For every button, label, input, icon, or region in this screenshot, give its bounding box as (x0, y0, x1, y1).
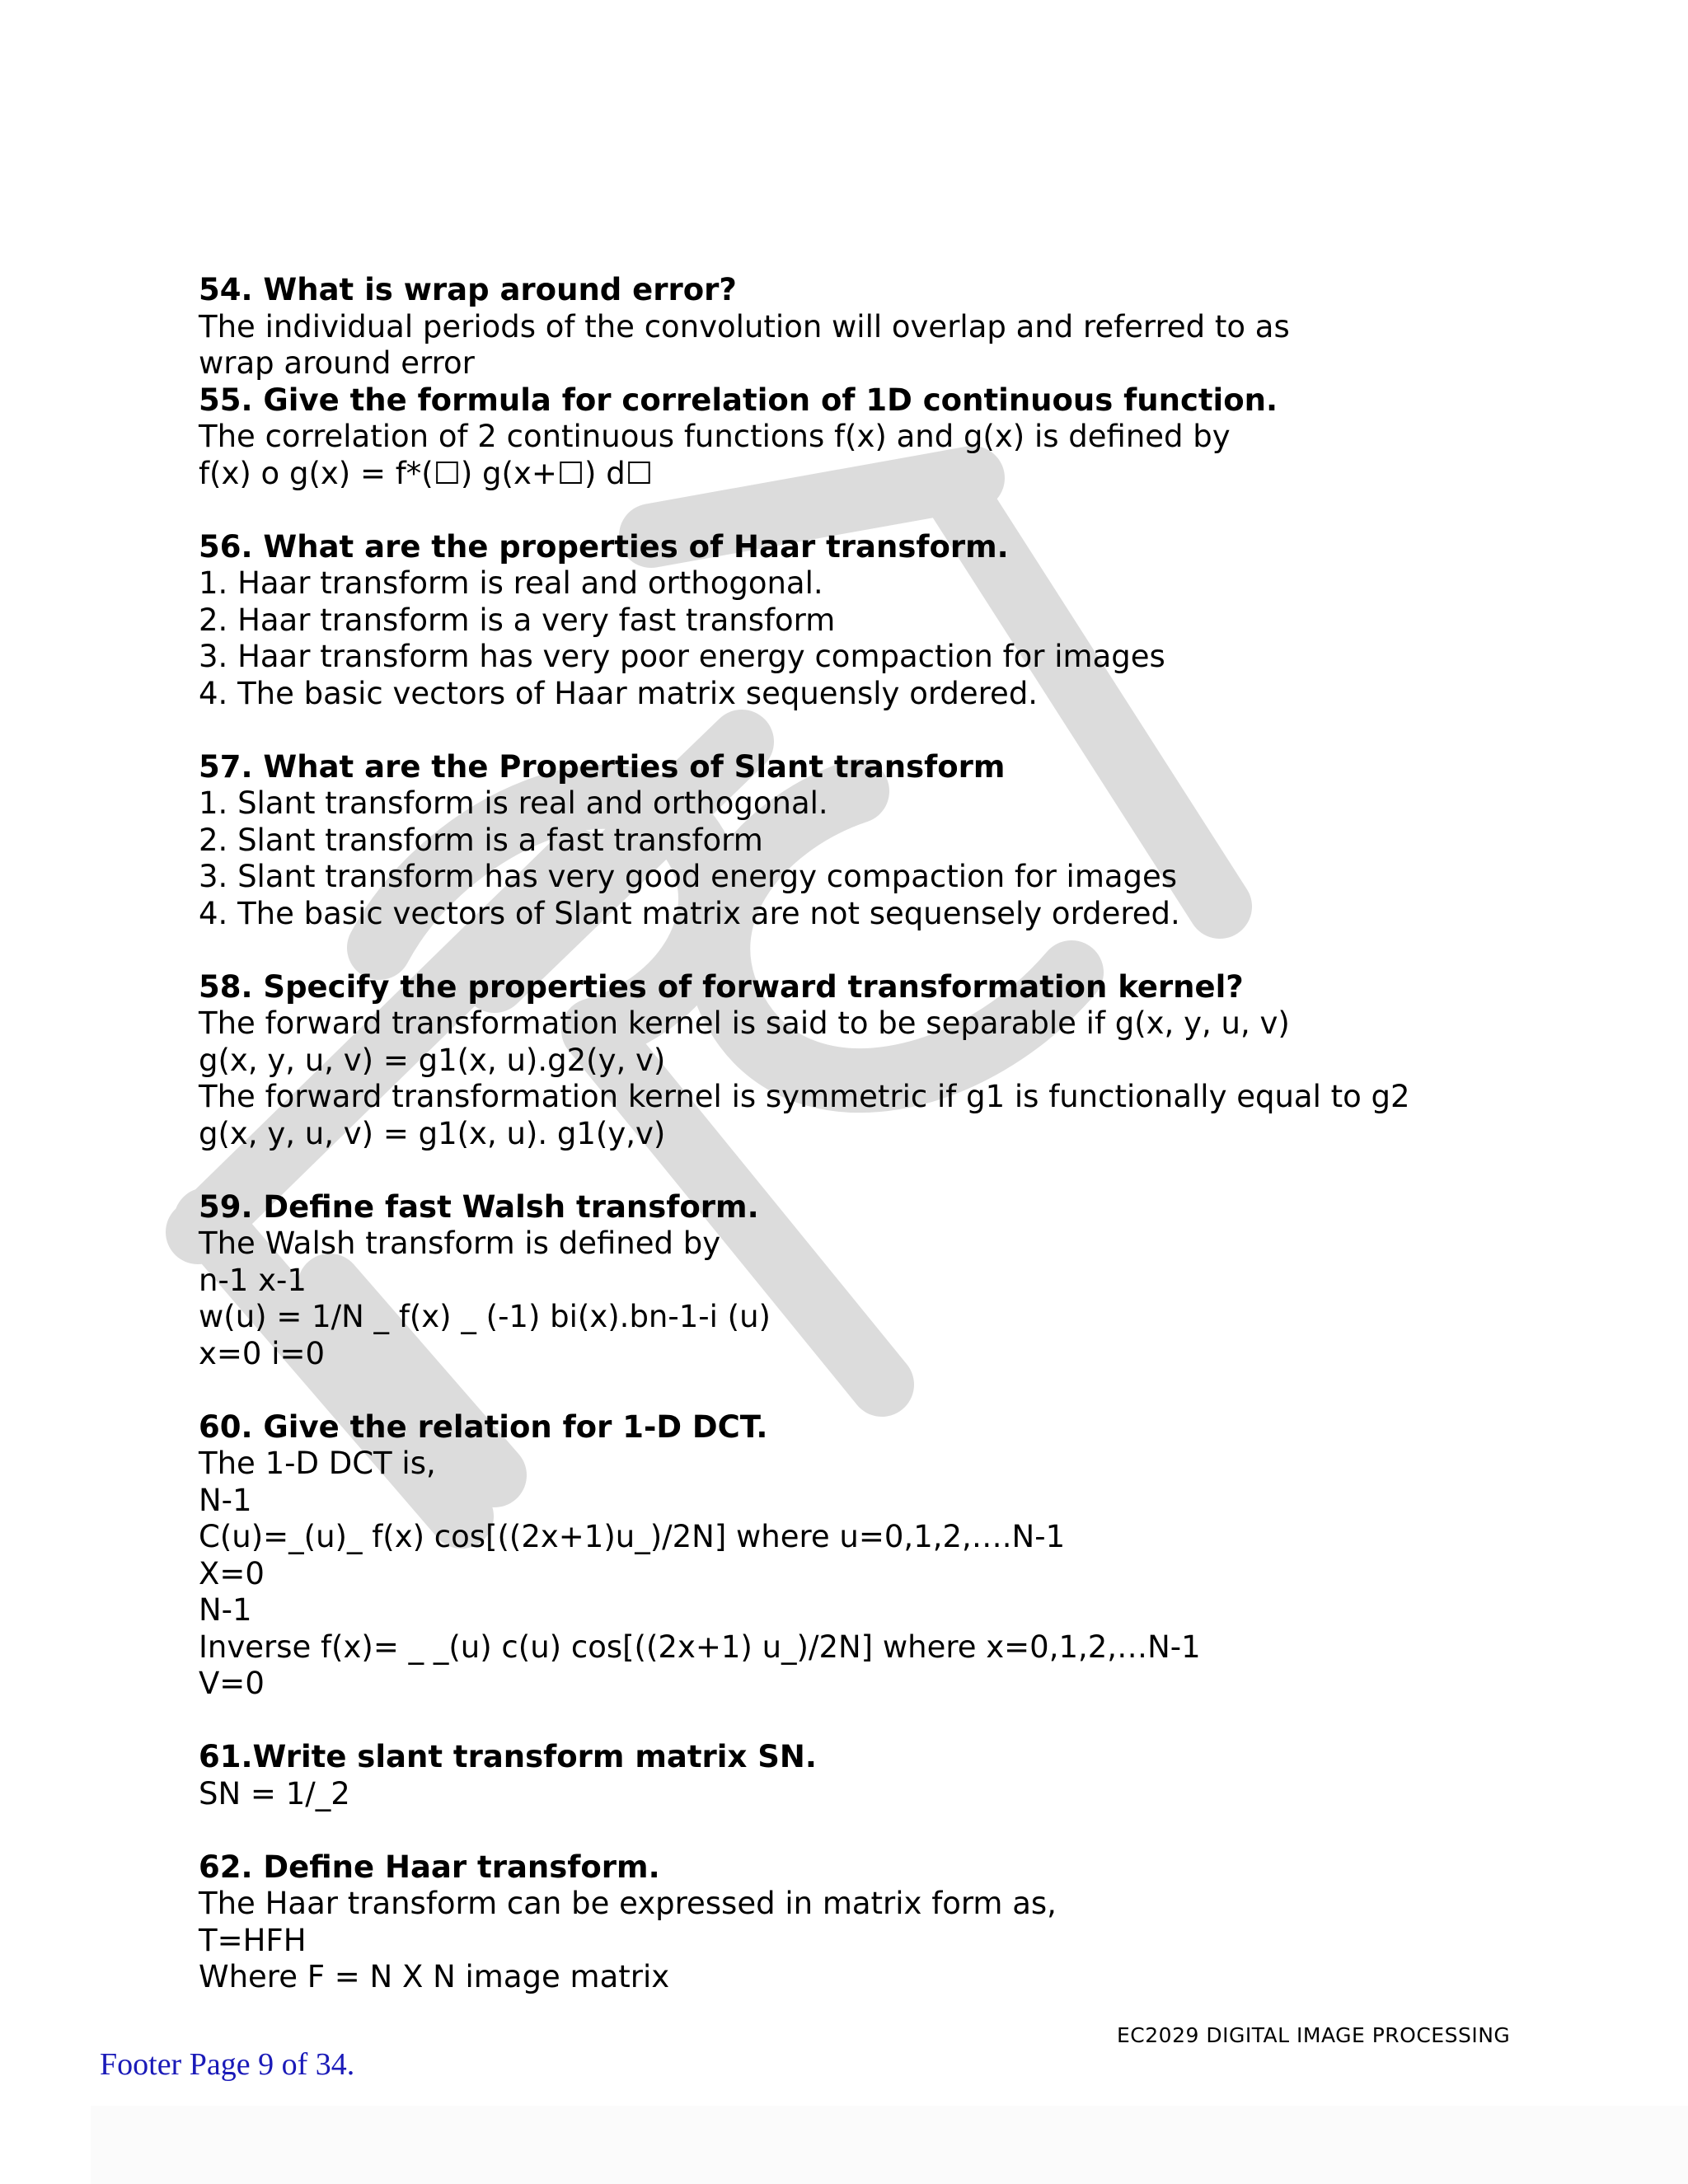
section-spacer (199, 932, 1517, 969)
document-body (199, 272, 1517, 1996)
list-item: 4. The basic vectors of Slant matrix are not sequensely ordered. (199, 895, 1180, 931)
formula-line: N-1 (199, 1482, 252, 1518)
formula-line: C(u)=_(u)_ f(x) cos[((2x+1)u_)/2N] where u=0,1,2,….N-1 (199, 1519, 1066, 1554)
formula-line: n-1 x-1 (199, 1262, 307, 1298)
list-item: 3. Slant transform has very good energy compaction for images (199, 859, 1178, 894)
question-heading: 61.Write slant transform matrix SN. (199, 1739, 817, 1774)
answer-line: The individual periods of the convolution will overlap and referred to as (199, 308, 1290, 344)
course-footer: EC2029 DIGITAL IMAGE PROCESSING (1117, 2023, 1511, 2047)
list-item: 3. Haar transform has very poor energy compaction for images (199, 639, 1165, 674)
answer-line: The correlation of 2 continuous functions f(x) and g(x) is defined by (199, 419, 1231, 454)
formula-line: w(u) = 1/N _ f(x) _ (-1) bi(x).bn-1-i (u) (199, 1299, 771, 1334)
formula-line: X=0 (199, 1555, 265, 1591)
answer-line: The Haar transform can be expressed in matrix form as, (199, 1886, 1057, 1921)
list-item: 2. Slant transform is a fast transform (199, 822, 763, 858)
list-item: 2. Haar transform is a very fast transform (199, 602, 836, 638)
answer-line: wrap around error (199, 345, 475, 381)
formula-line: g(x, y, u, v) = g1(x, u). g1(y,v) (199, 1115, 666, 1151)
formula-line: x=0 i=0 (199, 1335, 326, 1371)
question-heading: 62. Define Haar transform. (199, 1849, 660, 1885)
answer-line: The forward transformation kernel is symmetric if g1 is functionally equal to g2 (199, 1079, 1410, 1114)
formula-line: g(x, y, u, v) = g1(x, u).g2(y, v) (199, 1042, 666, 1078)
section-spacer (199, 1372, 1517, 1409)
list-item: 4. The basic vectors of Haar matrix sequensly ordered. (199, 675, 1039, 711)
page-bottom-band (91, 2106, 1688, 2184)
formula-line: SN = 1/_2 (199, 1775, 350, 1811)
formula-line: V=0 (199, 1666, 265, 1701)
answer-line: The Walsh transform is defined by (199, 1226, 721, 1261)
answer-line: Where F = N X N image matrix (199, 1959, 670, 1994)
list-item: 1. Haar transform is real and orthogonal. (199, 565, 823, 601)
formula-line: T=HFH (199, 1922, 307, 1958)
formula-line: N-1 (199, 1592, 252, 1628)
formula-line: Inverse f(x)= _ _(u) c(u) cos[((2x+1) u_)/2N] where x=0,1,2,…N-1 (199, 1629, 1201, 1665)
question-heading: 57. What are the Properties of Slant transform (199, 748, 1006, 785)
question-heading: 55. Give the formula for correlation of 1D continuous function. (199, 382, 1278, 418)
question-heading: 60. Give the relation for 1-D DCT. (199, 1408, 768, 1445)
section-spacer (199, 1812, 1517, 1849)
section-spacer (199, 1703, 1517, 1740)
question-heading: 56. What are the properties of Haar transform. (199, 528, 1009, 565)
question-heading: 58. Specify the properties of forward transformation kernel? (199, 968, 1244, 1005)
list-item: 1. Slant transform is real and orthogonal. (199, 785, 828, 821)
question-heading: 54. What is wrap around error? (199, 272, 737, 307)
answer-line: The 1-D DCT is, (199, 1446, 436, 1481)
answer-line: The forward transformation kernel is said to be separable if g(x, y, u, v) (199, 1005, 1290, 1041)
section-spacer (199, 712, 1517, 749)
page-number-footer: Footer Page 9 of 34. (100, 2047, 355, 2082)
section-spacer (199, 492, 1517, 529)
section-spacer (199, 1152, 1517, 1189)
question-heading: 59. Define fast Walsh transform. (199, 1188, 759, 1225)
formula-line: f(x) o g(x) = f*(☐) g(x+☐) d☐ (199, 455, 653, 491)
